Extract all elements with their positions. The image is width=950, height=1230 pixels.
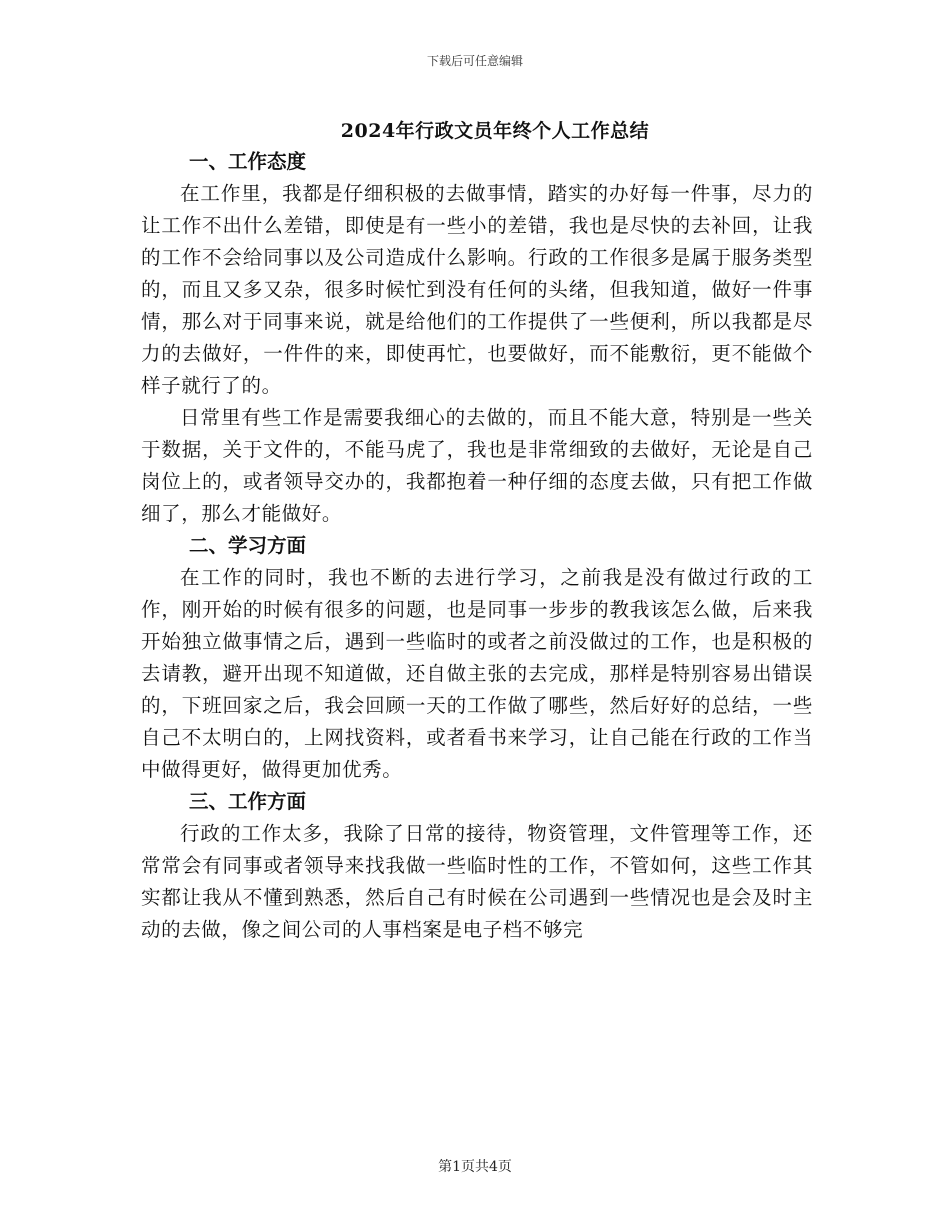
section-study bbox=[141, 530, 813, 786]
document-body bbox=[141, 146, 813, 946]
section-work bbox=[141, 786, 813, 946]
paragraph: 在工作里，我都是仔细积极的去做事情，踏实的办好每一件事，尽力的让工作不出什么差错，即使是有一些小的差错，我也是尽快的去补回，让我的工作不会给同事以及公司造成什么影响。行政的工作很多是属于服务类型的，而且又多又杂，很多时候忙到没有任何的头绪，但我知道，做好一件事情，那么对于同事来说，就是给他们的工作提供了一些便利，所以我都是尽力的去做好，一件件的来，即使再忙，也要做好，而不能敷衍，更不能做个样子就行了的。 bbox=[141, 182, 813, 397]
section-heading: 一、工作态度 bbox=[189, 150, 307, 173]
section-heading: 三、工作方面 bbox=[189, 790, 307, 813]
paragraph: 行政的工作太多，我除了日常的接待，物资管理，文件管理等工作，还常常会有同事或者领导来找我做一些临时性的工作，不管如何，这些工作其实都让我从不懂到熟悉，然后自己有时候在公司遇到一些情况也是会及时主动的去做，像之间公司的人事档案是电子档不够完 bbox=[141, 822, 813, 941]
page-footer: 第1页共4页 bbox=[438, 1159, 512, 1175]
document-title: 2024年行政文员年终个人工作总结 bbox=[340, 120, 650, 142]
section-work-attitude bbox=[141, 146, 813, 530]
header-note: 下载后可任意编辑 bbox=[426, 54, 523, 68]
paragraph: 日常里有些工作是需要我细心的去做的，而且不能大意，特别是一些关于数据，关于文件的，不能马虎了，我也是非常细致的去做好，无论是自己岗位上的，或者领导交办的，我都抱着一种仔细的态度去做，只有把工作做细了，那么才能做好。 bbox=[141, 406, 813, 525]
section-heading: 二、学习方面 bbox=[189, 534, 307, 557]
paragraph: 在工作的同时，我也不断的去进行学习，之前我是没有做过行政的工作，刚开始的时候有很多的问题，也是同事一步步的教我该怎么做，后来我开始独立做事情之后，遇到一些临时的或者之前没做过的工作，也是积极的去请教，避开出现不知道做，还自做主张的去完成，那样是特别容易出错误的，下班回家之后，我会回顾一天的工作做了哪些，然后好好的总结，一些自己不太明白的，上网找资料，或者看书来学习，让自己能在行政的工作当中做得更好，做得更加优秀。 bbox=[141, 566, 813, 781]
